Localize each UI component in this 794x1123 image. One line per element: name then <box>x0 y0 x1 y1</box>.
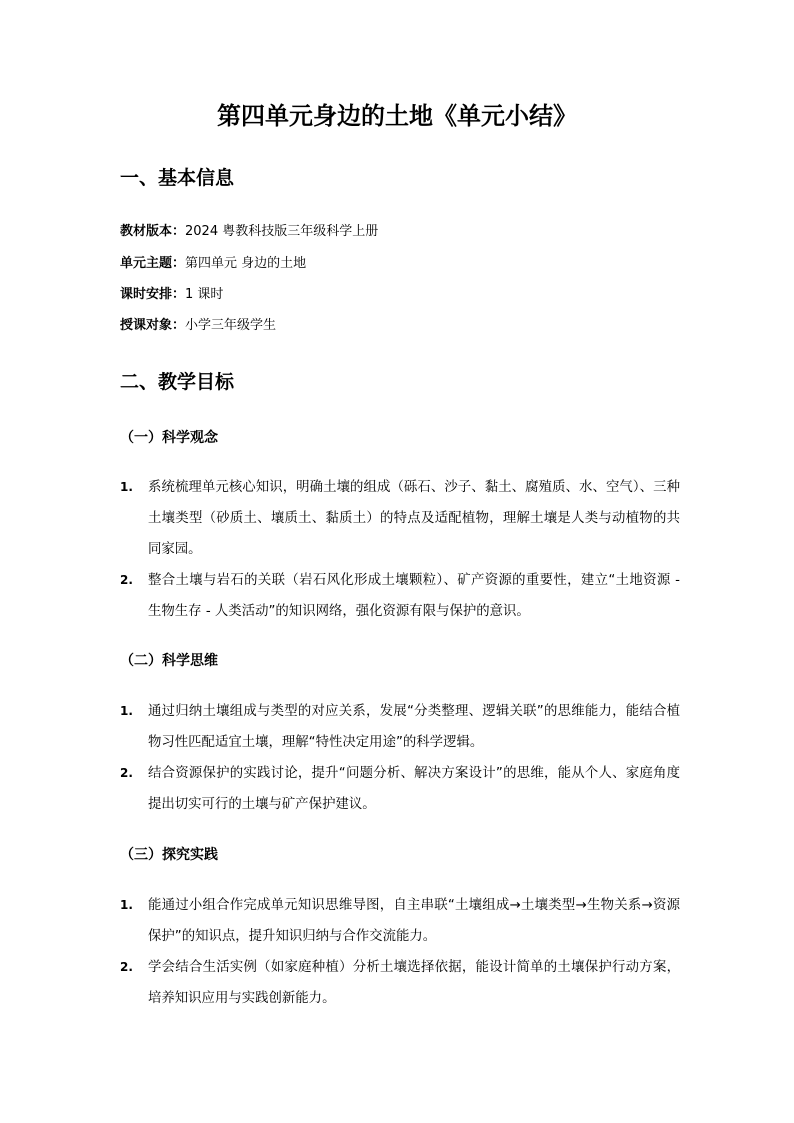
info-label: 教材版本： <box>120 224 186 239</box>
info-label: 单元主题： <box>120 256 186 271</box>
list-inquiry-practice <box>120 890 680 1014</box>
list-item <box>120 472 680 565</box>
item-text: 系统梳理单元核心知识，明确土壤的组成（砾石、沙子、黏土、腐殖质、水、空气）、三种土壤类型（砂质土、壤质土、黏质土）的特点及适配植物，理解土壤是人类与动植物的共同家园。 <box>148 480 680 557</box>
section-heading-basic-info: 一、基本信息 <box>120 167 235 189</box>
info-value: 第四单元 身边的土地 <box>185 256 307 271</box>
subsection-heading-scientific-concepts: （一）科学观念 <box>120 430 218 446</box>
subsection-heading-scientific-thinking: （二）科学思维 <box>120 653 218 669</box>
list-item <box>120 696 680 758</box>
list-item <box>120 890 680 952</box>
info-label: 课时安排： <box>120 287 186 302</box>
item-number: 2. <box>120 960 133 974</box>
info-value: 小学三年级学生 <box>185 318 277 333</box>
item-text: 能通过小组合作完成单元知识思维导图，自主串联“土壤组成→土壤类型→生物关系→资源保护”的知识点，提升知识归纳与合作交流能力。 <box>148 898 680 944</box>
info-row-schedule <box>120 285 223 305</box>
document-title: 第四单元身边的土地《单元小结》 <box>217 102 577 130</box>
section-heading-teaching-goals: 二、教学目标 <box>120 371 235 393</box>
subsection-heading-inquiry-practice: （三）探究实践 <box>120 847 218 863</box>
item-number: 1. <box>120 898 133 912</box>
list-item <box>120 758 680 820</box>
list-scientific-concepts <box>120 472 680 627</box>
item-number: 1. <box>120 704 133 718</box>
info-value: 2024 粤教科技版三年级科学上册 <box>185 224 379 239</box>
item-text: 学会结合生活实例（如家庭种植）分析土壤选择依据，能设计简单的土壤保护行动方案，培养知识应用与实践创新能力。 <box>148 960 680 1006</box>
item-number: 2. <box>120 573 133 587</box>
info-row-audience <box>120 316 276 336</box>
list-item <box>120 952 680 1014</box>
item-text: 结合资源保护的实践讨论，提升“问题分析、解决方案设计”的思维，能从个人、家庭角度提出切实可行的土壤与矿产保护建议。 <box>148 766 680 812</box>
item-text: 通过归纳土壤组成与类型的对应关系，发展“分类整理、逻辑关联”的思维能力，能结合植物习性匹配适宜土壤，理解“特性决定用途”的科学逻辑。 <box>148 704 680 750</box>
info-value: 1 课时 <box>185 287 224 302</box>
info-row-textbook <box>120 222 378 242</box>
item-number: 1. <box>120 480 133 494</box>
info-label: 授课对象： <box>120 318 186 333</box>
list-item <box>120 565 680 627</box>
item-number: 2. <box>120 766 133 780</box>
item-text: 整合土壤与岩石的关联（岩石风化形成土壤颗粒）、矿产资源的重要性，建立“土地资源 - 生物生存 - 人类活动”的知识网络，强化资源有限与保护的意识。 <box>148 573 680 619</box>
info-row-unit-theme <box>120 254 306 274</box>
list-scientific-thinking <box>120 696 680 820</box>
